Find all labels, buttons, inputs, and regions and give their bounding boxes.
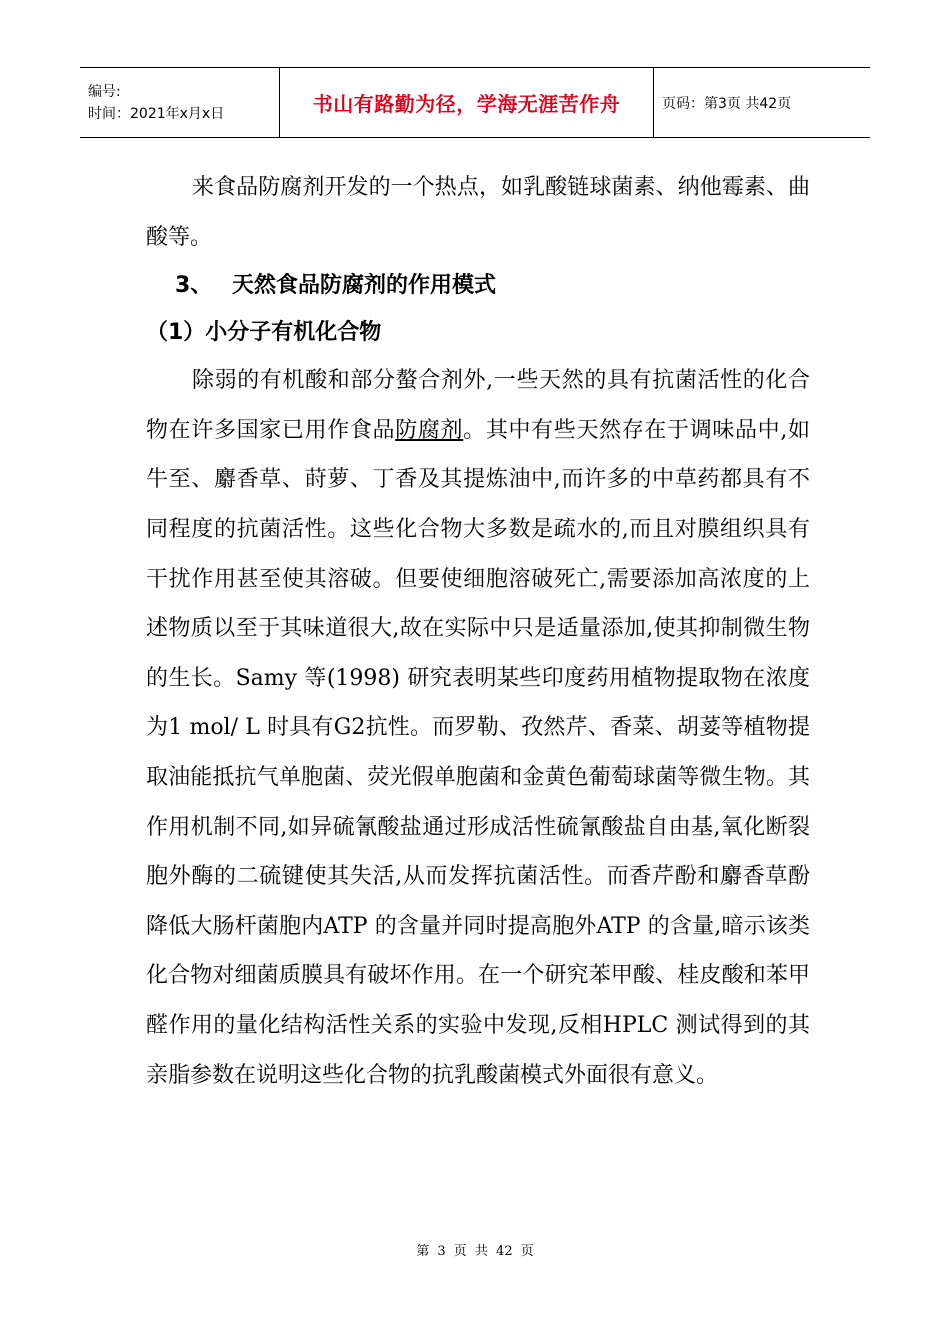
preservative-link[interactable]: 防腐剂 [395, 417, 464, 443]
section-title: 天然食品防腐剂的作用模式 [232, 273, 497, 299]
number-label: 编号: [88, 83, 121, 100]
section-number: 3、 [175, 273, 213, 299]
header-motto-cell [280, 68, 654, 137]
time-label: 时间：2021年x月x日 [88, 105, 225, 122]
subsection-heading: （1）小分子有机化合物 [146, 320, 382, 346]
header-page-info: 页码：第3页 共42页 [662, 95, 792, 112]
section-heading [146, 262, 810, 309]
intro-paragraph: 来食品防腐剂开发的一个热点，如乳酸链球菌素、纳他霉素、曲酸等。 [146, 175, 810, 250]
paragraph-text-start: 除弱的有机酸和部分螯合剂外,一些天然的具有抗菌活性的化合物在许多国家已用作食品 [146, 368, 810, 443]
document-body [146, 163, 810, 1100]
paragraph-text-rest: 。其中有些天然存在于调味品中,如牛至、麝香草、莳萝、丁香及其提炼油中,而许多的中草药都具有不同程度的抗菌活性。这些化合物大多数是疏水的,而且对膜组织具有干扰作用甚至使其溶破。但要使细胞溶破死亡,需要添加高浓度的上述物质以至于其味道很大,故在实际中只是适量添加,使其抑制微生物的生长。Samy 等(1998) 研究表明某些印度药用植物提取物在浓度为1 mol/ L 时具有G2抗性。而罗勒、孜然芹、香菜、胡荽等植物提取油能抵抗气单胞菌、荧光假单胞菌和金黄色葡萄球菌等微生物。其作用机制不同,如异硫氰酸盐通过形成活性硫氰酸盐自由基,氧化断裂胞外酶的二硫键使其失活,从而发挥抗菌活性。而香芹酚和麝香草酚降低大肠杆菌胞内ATP 的含量并同时提高胞外ATP 的含量,暗示该类化合物对细菌质膜具有破坏作用。在一个研究苯甲酸、桂皮酸和苯甲醛作用的量化结构活性关系的实验中发现,反相HPLC 测试得到的其亲脂参数在说明这些化合物的抗乳酸菌模式外面很有意义。 [146, 417, 810, 1088]
page-footer: 第 3 页 共 42 页 [416, 1244, 534, 1259]
header-motto: 书山有路勤为径，学海无涯苦作舟 [312, 92, 621, 116]
main-paragraph [146, 356, 810, 1100]
page-header [80, 67, 870, 138]
header-page-cell [654, 68, 870, 137]
header-meta [80, 68, 280, 137]
